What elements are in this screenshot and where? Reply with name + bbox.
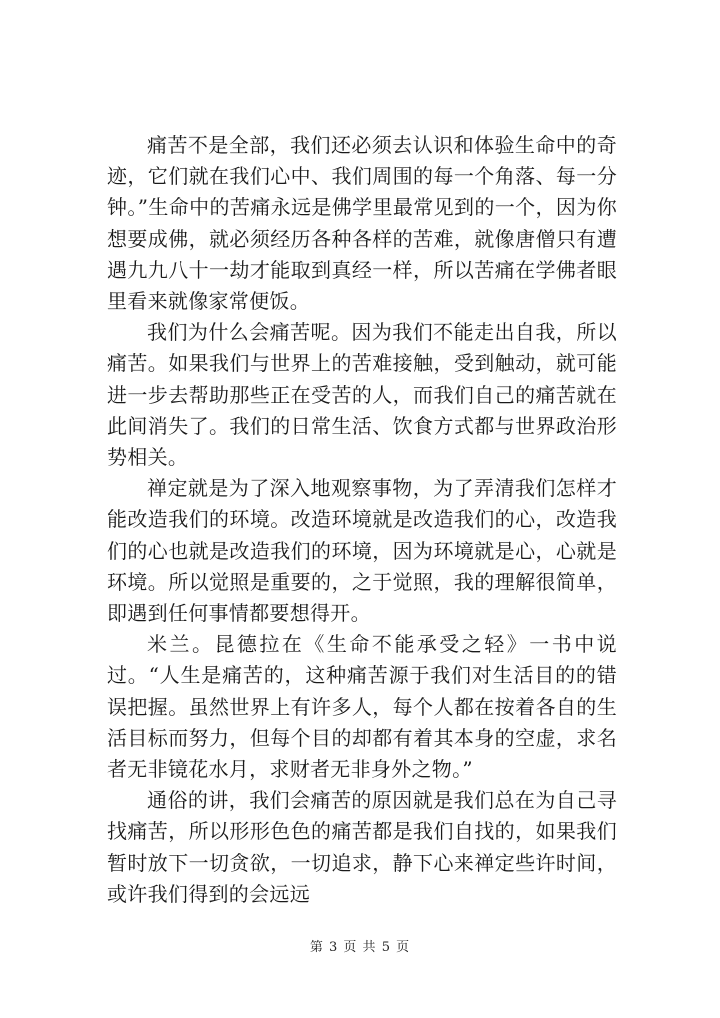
document-body bbox=[107, 130, 617, 910]
paragraph-1: 痛苦不是全部，我们还必须去认识和体验生命中的奇迹，它们就在我们心中、我们周围的每一个角落、每一分钟。”生命中的苦痛永远是佛学里最常见到的一个，因为你想要成佛，就必须经历各种各样的苦难，就像唐僧只有遭遇九九八十一劫才能取到真经一样，所以苦痛在学佛者眼里看来就像家常便饭。 bbox=[107, 133, 617, 314]
paragraph-3: 禅定就是为了深入地观察事物，为了弄清我们怎样才能改造我们的环境。改造环境就是改造我们的心，改造我们的心也就是改造我们的环境，因为环境就是心，心就是环境。所以觉照是重要的，之于觉照，我的理解很简单，即遇到任何事情都要想得开。 bbox=[107, 476, 617, 626]
paragraph-4: 米兰。昆德拉在《生命不能承受之轻》一书中说过。“人生是痛苦的，这种痛苦源于我们对生活目的的错误把握。虽然世界上有许多人，每个人都在按着各自的生活目标而努力，但每个目的却都有着其本身的空虚，求名者无非镜花水月，求财者无非身外之物。” bbox=[107, 632, 617, 782]
paragraph-5: 通俗的讲，我们会痛苦的原因就是我们总在为自己寻找痛苦，所以形形色色的痛苦都是我们自找的，如果我们暂时放下一切贪欲，一切追求，静下心来禅定些许时间，或许我们得到的会远远 bbox=[107, 788, 617, 906]
paragraph-2: 我们为什么会痛苦呢。因为我们不能走出自我，所以痛苦。如果我们与世界上的苦难接触，受到触动，就可能进一步去帮助那些正在受苦的人，而我们自己的痛苦就在此间消失了。我们的日常生活、饮食方式都与世界政治形势相关。 bbox=[107, 320, 617, 470]
page-number-footer: 第 3 页 共 5 页 bbox=[309, 940, 411, 955]
